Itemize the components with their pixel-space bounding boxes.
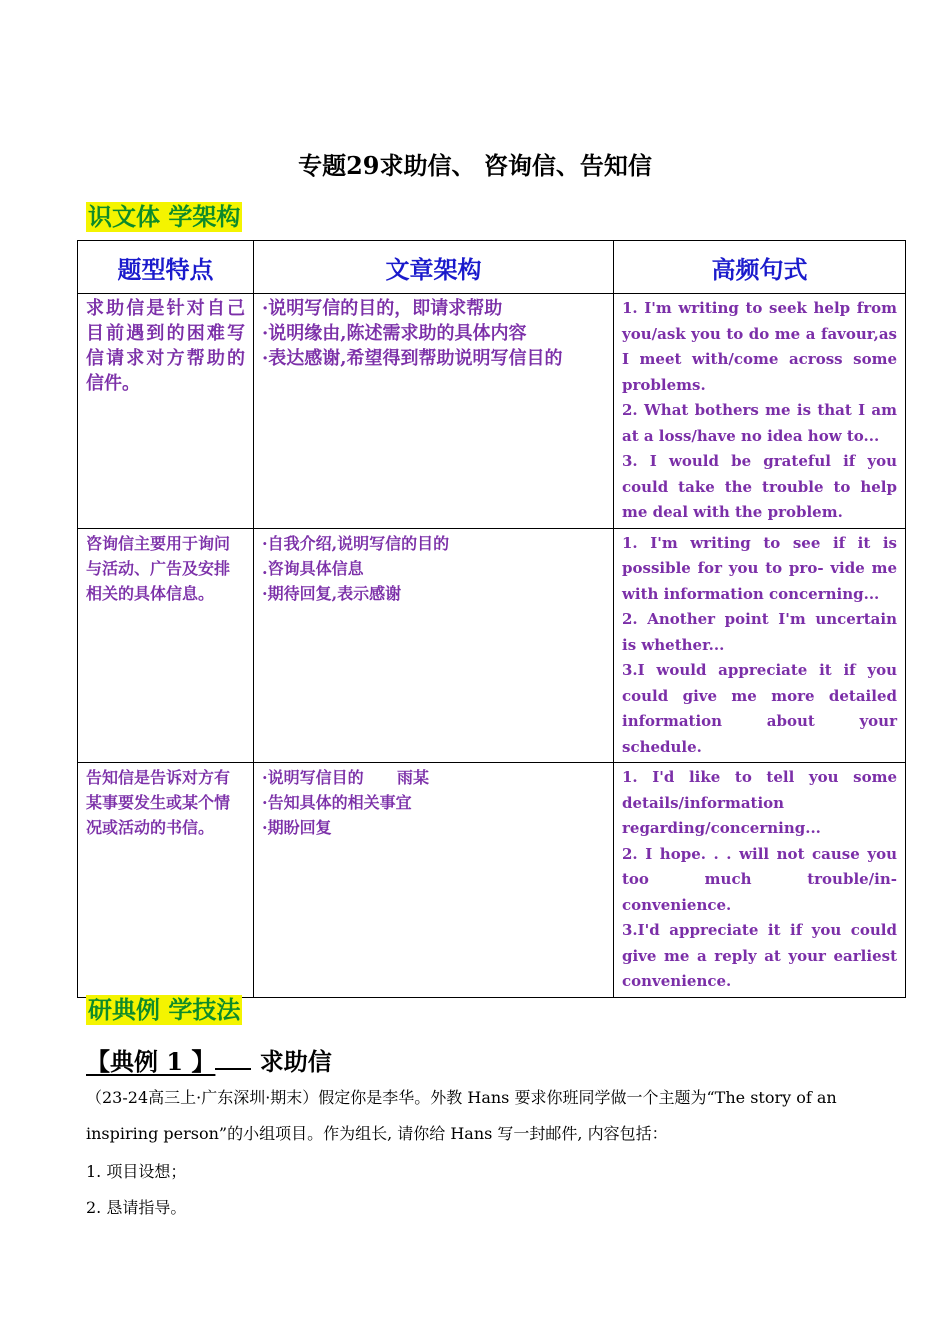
sentence-line: 1. I'm writing to seek help from you/ask you to do me a favour,as I meet with/come across some problems. <box>622 299 897 394</box>
sentences-cell <box>614 528 906 763</box>
feature-cell: 告知信是告诉对方有某事要发生或某个情况或活动的书信。 <box>78 763 254 998</box>
sentence-line: 3. I would be grateful if you could take the trouble to help me deal with the problem. <box>622 452 897 521</box>
example-requirement: 1. 项目设想； <box>86 1162 187 1181</box>
sentence-line: 2. Another point I'm uncertain is whether... <box>622 610 897 654</box>
structure-line: ·期盼回复 <box>262 818 332 837</box>
structure-line: ·期待回复,表示感谢 <box>262 583 402 603</box>
header-structure: 文章架构 <box>254 241 614 294</box>
sentence-line: 1. I'd like to tell you some details/information regarding/concerning... <box>622 768 897 837</box>
example-requirement: 2. 恳请指导。 <box>86 1198 187 1217</box>
letter-types-table <box>77 240 906 998</box>
example-title: 求助信 <box>259 1047 332 1076</box>
feature-cell: 求助信是针对自己目前遇到的困难写信请求对方帮助的信件。 <box>78 294 254 529</box>
structure-line: ·说明写信的目的，即请求帮助 <box>262 298 503 319</box>
structure-line: ·自我介绍,说明写信的目的 <box>262 533 450 553</box>
table-row <box>78 528 906 763</box>
structure-cell <box>254 294 614 529</box>
table-header-row <box>78 241 906 294</box>
table-row <box>78 763 906 998</box>
page-title: 专题29求助信、 咨询信、告知信 <box>298 151 652 180</box>
structure-line: .咨询具体信息 <box>262 558 364 578</box>
structure-cell <box>254 528 614 763</box>
structure-line: ·告知具体的相关事宜 <box>262 793 412 812</box>
structure-line: ·说明写信目的 雨某 <box>262 768 429 787</box>
example-prompt: （23-24高三上·广东深圳·期末）假定你是李华。外教 Hans 要求你班同学做一个主题为“The story of an inspiring person”的小组项目。作为组长, 请你给 Hans 写一封邮件, 内容包括： <box>86 1088 837 1143</box>
sentences-cell <box>614 294 906 529</box>
sentences-cell <box>614 763 906 998</box>
sentence-line: 2. I hope. . . will not cause you too much trouble/in- convenience. <box>622 844 897 914</box>
structure-cell <box>254 763 614 998</box>
underline-blank <box>215 1044 251 1070</box>
sentence-line: 3.I'd appreciate it if you could give me a reply at your earliest convenience. <box>622 921 897 990</box>
sentence-line: 3.I would appreciate it if you could give me more detailed information about your schedule. <box>622 661 897 756</box>
example-label: 【典例 1 】 <box>86 1047 216 1076</box>
example-heading <box>86 1042 332 1077</box>
header-feature: 题型特点 <box>78 241 254 294</box>
section-heading-framework: 识文体 学架构 <box>88 202 241 231</box>
table-row <box>78 294 906 529</box>
feature-cell: 咨询信主要用于询问与活动、广告及安排相关的具体信息。 <box>78 528 254 763</box>
structure-line: ·表达感谢,希望得到帮助说明写信目的 <box>262 348 563 369</box>
sentence-line: 2. What bothers me is that I am at a loss/have no idea how to... <box>622 401 897 445</box>
section-heading-examples: 研典例 学技法 <box>88 995 241 1024</box>
sentence-line: 1. I'm writing to see if it is possible for you to pro- vide me with information concerning... <box>622 533 897 603</box>
header-sentences: 高频句式 <box>614 241 906 294</box>
structure-line: ·说明缘由,陈述需求助的具体内容 <box>262 323 527 344</box>
